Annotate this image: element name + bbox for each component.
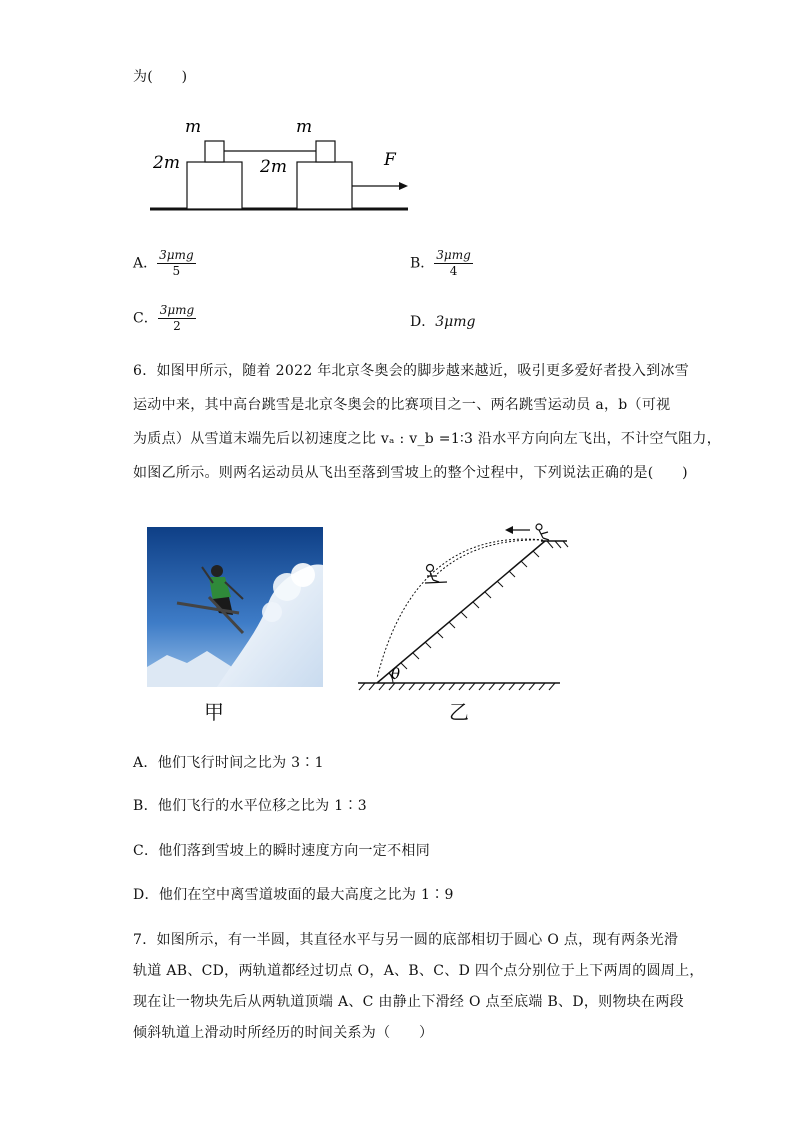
skier-top-icon	[536, 524, 542, 530]
option-value: 3μmg	[435, 314, 476, 330]
angle-label: θ	[391, 665, 401, 683]
fraction: $\frac{\text{3μmg}}{5}$	[159, 248, 194, 278]
q6-line-2: 运动中来，其中高台跳雪是北京冬奥会的比赛项目之一、两名跳雪运动员 a，b（可视	[133, 397, 671, 413]
q5-option-d[interactable]	[410, 311, 475, 331]
q6-line-1: 6．如图甲所示，随着 2022 年北京冬奥会的脚步越来越近，吸引更多爱好者投入到冰雪	[133, 363, 690, 379]
trajectory-b	[377, 539, 543, 678]
q6-line-4: 如图乙所示。则两名运动员从飞出至落到雪坡上的整个过程中，下列说法正确的是( )	[133, 465, 688, 481]
q5-option-c[interactable]	[133, 303, 196, 334]
fraction: $\frac{\text{3μmg}}{4}$	[436, 248, 471, 278]
right-large-block	[297, 162, 352, 209]
label-mass-top-left: m	[185, 117, 202, 137]
force-arrowhead	[399, 182, 408, 190]
q5-stem-tail: 为( )	[133, 69, 188, 85]
q5-blocks-figure	[140, 110, 420, 220]
q6-line-3: 为质点）从雪道末端先后以初速度之比 vₐ : v_b =1∶3 沿水平方向向左飞出，不计空气阻力，	[133, 431, 722, 447]
skier-photo	[147, 527, 323, 687]
q7-line-1: 7．如图所示，有一半圆，其直径水平与另一圆的底部相切于圆心 O 点，现有两条光滑	[133, 932, 679, 948]
figure-label-left: 甲	[204, 700, 224, 724]
option-letter: B．	[410, 255, 435, 272]
q6-option-c[interactable]: C．他们落到雪坡上的瞬时速度方向一定不相同	[133, 843, 431, 859]
q7-line-4: 倾斜轨道上滑动时所经历的时间关系为（ ）	[133, 1025, 434, 1041]
q6-option-a[interactable]: A．他们飞行时间之比为 3∶1	[133, 755, 324, 771]
q5-option-a[interactable]	[133, 248, 196, 279]
ground-hatching	[359, 683, 555, 690]
option-letter: A．	[133, 255, 158, 272]
left-large-block	[187, 162, 242, 209]
figure-label-right: 乙	[449, 700, 469, 724]
slope-hatching	[389, 551, 539, 679]
q7-line-3: 现在让一物块先后从两轨道顶端 A、C 由静止下滑经 O 点至底端 B、D，则物块在两段	[133, 994, 684, 1010]
label-mass-bottom-right: 2m	[260, 157, 287, 177]
label-mass-top-right: m	[296, 117, 313, 137]
label-mass-bottom-left: 2m	[153, 153, 180, 173]
q6-option-d[interactable]: D．他们在空中离雪道坡面的最大高度之比为 1∶9	[133, 887, 454, 903]
label-force: F	[384, 150, 396, 170]
snow-spray	[291, 563, 315, 587]
fraction: $\frac{\text{3μmg}}{2}$	[159, 303, 195, 333]
slope-diagram	[355, 518, 570, 693]
skier-top-body	[539, 530, 549, 540]
q6-option-b[interactable]: B．他们飞行的水平位移之比为 1∶3	[133, 798, 367, 814]
platform-hatching	[547, 541, 568, 548]
right-small-block	[316, 141, 335, 162]
trajectory-a	[435, 540, 543, 576]
option-letter: D．	[410, 314, 436, 330]
left-small-block	[205, 141, 224, 162]
skier-mid-icon	[427, 565, 434, 572]
skier-helmet	[211, 565, 223, 577]
direction-arrowhead	[505, 526, 513, 534]
q7-line-2: 轨道 AB、CD，两轨道都经过切点 O，A、B、C、D 四个点分别位于上下两周的圆周上，	[133, 963, 704, 979]
q5-option-b[interactable]	[410, 248, 473, 279]
snow-spray	[262, 602, 282, 622]
option-letter: C．	[133, 310, 158, 327]
